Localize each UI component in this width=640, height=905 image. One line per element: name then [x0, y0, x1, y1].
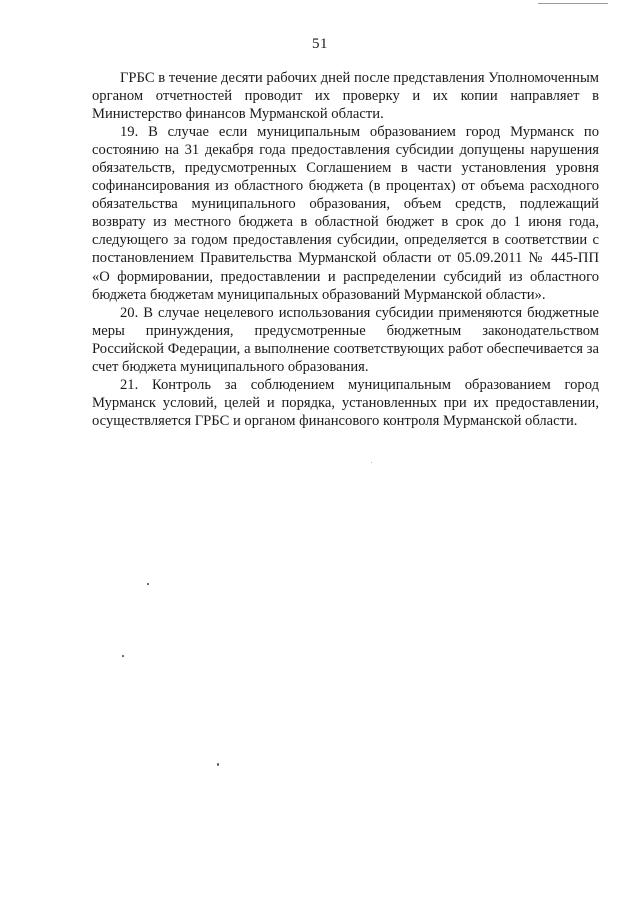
paragraph-19: 19. В случае если муниципальным образованием город Мурманск по состоянию на 31 декабря года предоставления субсидии допущены нарушения обязательств, предусмотренных Соглашением в части установления уровня софинансирования из областного бюджета (в процентах) от объема расходного обязательства муниципального образования, объем средств, подлежащий возврату из местного бюджета в областной бюджет в срок до 1 июня года, следующего за годом предоставления субсидии, определяется в соответствии с постановлением Правительства Мурманской области от 05.09.2011 № 445-ПП «О формировании, предоставлении и распределении субсидий из областного бюджета бюджетам муниципальных образований Мурманской области». — [92, 124, 599, 303]
scan-speck — [122, 655, 124, 657]
paragraph-21: 21. Контроль за соблюдением муниципальным образованием город Мурманск условий, целей и порядка, установленных при их предоставлении, осуществляется ГРБС и органом финансового контроля Мурманской области. — [92, 376, 599, 429]
scan-speck — [217, 763, 219, 766]
scan-corner-mark — [538, 0, 608, 4]
scan-speck — [147, 583, 149, 585]
scan-speck — [371, 462, 372, 463]
document-body — [92, 69, 599, 430]
paragraph-20: 20. В случае нецелевого использования субсидии применяются бюджетные меры принуждения, предусмотренные бюджетным законодательством Российской Федерации, а выполнение соответствующих работ обеспечивается за счет бюджета муниципального образования. — [92, 304, 599, 375]
paragraph-grbs-review: ГРБС в течение десяти рабочих дней после представления Уполномоченным органом отчетностей проводит их проверку и их копии направляет в Министерство финансов Мурманской области. — [92, 70, 599, 123]
page-number: 51 — [312, 36, 328, 52]
